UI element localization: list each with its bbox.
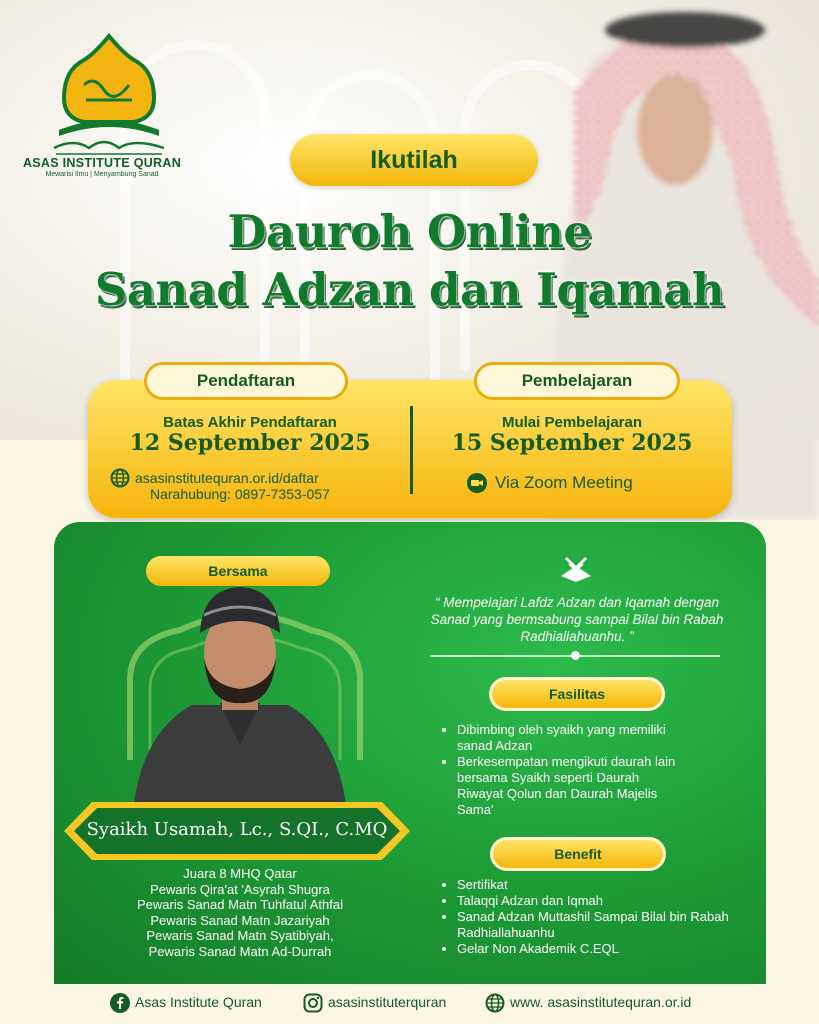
achievement-item: Pewaris Sanad Matn Jazariyah [150, 912, 330, 928]
list-item: • Sanad Adzan Muttashil Sampai Bilal bin Rabah Radhiallahuanhu [457, 909, 737, 941]
zoom-video-icon [466, 472, 488, 494]
meeting-platform: Via Zoom Meeting [495, 473, 633, 492]
list-item: • Talaqqi Adzan dan Iqmah [457, 893, 737, 909]
achievement-item: Pewaris Sanad Matn Syatibiyah, [146, 928, 334, 943]
speaker-photo-image [112, 585, 368, 825]
facebook-icon[interactable] [110, 993, 130, 1013]
deadline-date: 12 September 2025 [129, 430, 371, 456]
invite-badge: Ikutilah [290, 134, 538, 186]
instagram-icon[interactable] [303, 993, 323, 1013]
brand-tagline: Mewarisi Ilmu | Menyambung Sanad [45, 171, 159, 178]
list-item: • Gelar Non Akademik C.EQL [457, 941, 737, 957]
list-item: • Dibimbing oleh syaikh yang memiliki sanad Adzan [457, 722, 687, 754]
facilities-badge: Fasilitas [489, 677, 665, 711]
speaker-badge: Bersama [146, 556, 330, 586]
quote-divider-dot [571, 651, 580, 660]
globe-icon[interactable] [485, 993, 505, 1013]
achievement-item: Pewaris Qira'at 'Asyrah Shugra [150, 881, 330, 897]
event-title-line1: Dauroh Online [227, 205, 592, 258]
website-link[interactable]: www. asasinstitutequran.or.id [510, 994, 692, 1010]
event-title-line2: Sanad Adzan dan Iqamah [94, 263, 725, 316]
schedule-divider [410, 406, 413, 494]
registration-url[interactable]: asasinstitutequran.or.id/daftar [135, 470, 319, 486]
achievement-item: Pewaris Sanad Matn Ad-Durrah [148, 943, 332, 959]
list-item: • Sertifikat [457, 877, 737, 893]
quran-icon [557, 554, 595, 584]
facebook-link[interactable]: Asas Institute Quran [135, 994, 262, 1010]
list-item: • Berkesempatan mengikuti daurah lain bersama Syaikh seperti Daurah Riwayat Qolun dan Daurah Majelis Sama' [457, 754, 687, 818]
achievement-item: Juara 8 MHQ Qatar [183, 866, 297, 881]
contact-number: Narahubung: 0897-7353-057 [150, 486, 330, 502]
facilities-list [441, 722, 687, 818]
quote-text: “ Mempelajari Lafdz Adzan dan Iqamah dengan Sanad yang bermsabung sampai Bilal bin Rabah Radhiallahuanhu. ” [430, 595, 724, 644]
speaker-achievements [100, 866, 380, 959]
deadline-label: Batas Akhir Pendaftaran [163, 414, 337, 431]
start-date: 15 September 2025 [451, 430, 693, 456]
globe-icon [110, 468, 130, 488]
speaker-name: Syaikh Usamah, Lc., S.QI., C.MQ [86, 819, 388, 840]
achievement-item: Pewaris Sanad Matn Tuhfatul Athfal [137, 897, 343, 912]
start-label: Mulai Pembelajaran [501, 414, 643, 431]
benefit-badge: Benefit [490, 837, 666, 871]
registration-badge: Pendaftaran [144, 362, 348, 400]
instagram-link[interactable]: asasinstituterquran [328, 994, 447, 1010]
learning-badge: Pembelajaran [474, 362, 680, 400]
brand-name: ASAS INSTITUTE QURAN [22, 156, 182, 170]
benefit-list [441, 877, 737, 957]
